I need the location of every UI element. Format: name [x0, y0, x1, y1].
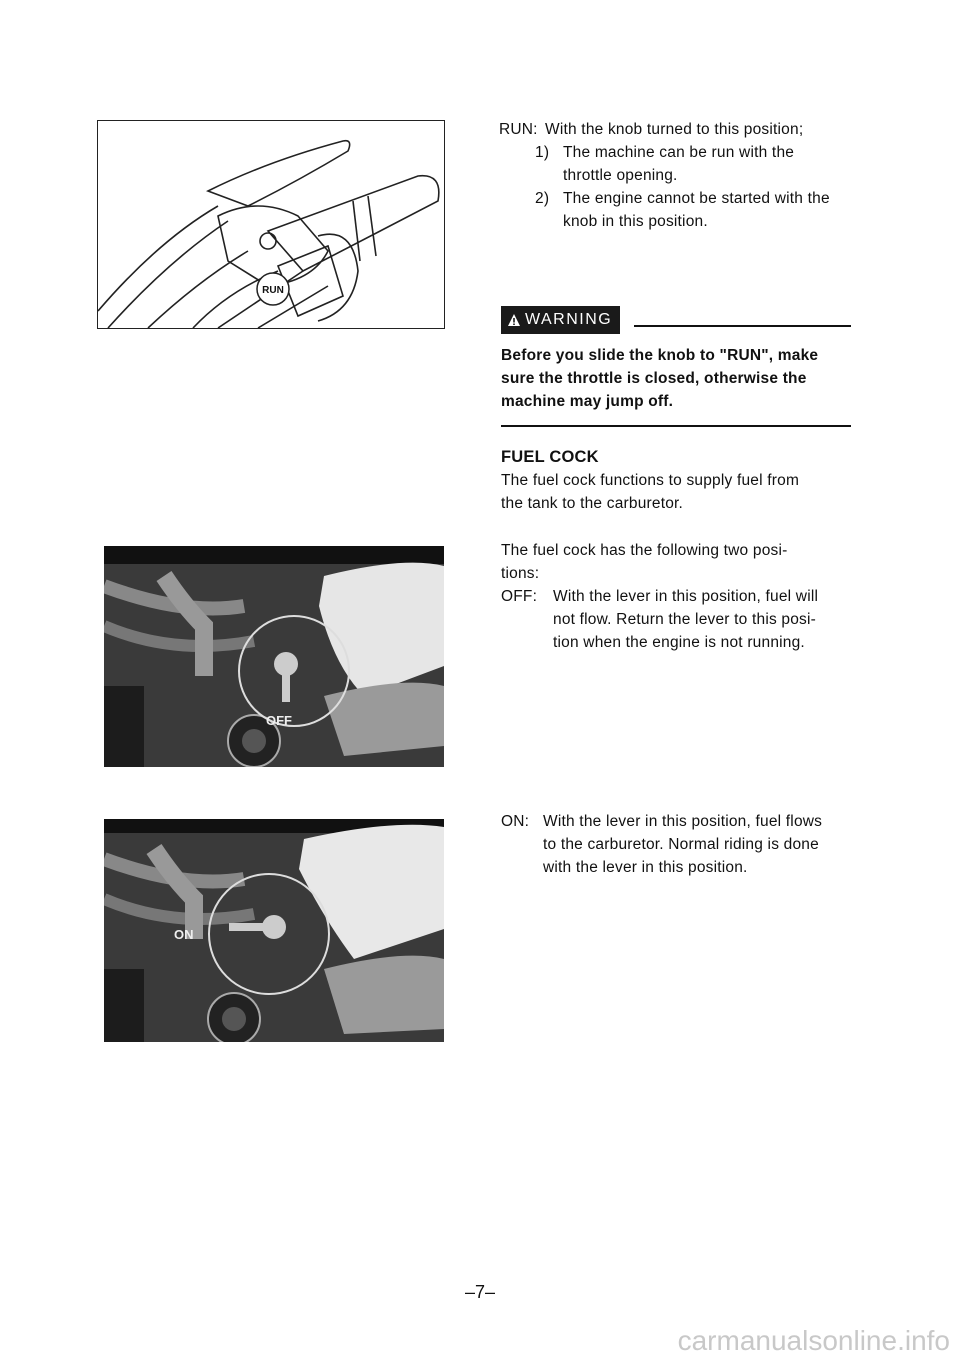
off-photo-label: OFF: [266, 713, 292, 728]
watermark: carmanualsonline.info: [677, 1325, 950, 1356]
fuel-cock-off-photo: [104, 546, 444, 767]
run-item-text: The machine can be run with the: [563, 144, 795, 161]
run-item-number: 1): [535, 144, 550, 161]
warning-rule-bottom: [501, 425, 851, 427]
fuel-cock-on-photo: [104, 819, 444, 1042]
off-text: tion when the engine is not running.: [553, 634, 805, 651]
handlebar-illustration: [97, 120, 445, 329]
run-item-number: 2): [535, 190, 550, 207]
on-text: to the carburetor. Normal riding is done: [543, 836, 819, 853]
warning-text-line: machine may jump off.: [501, 393, 674, 410]
warning-triangle-icon: [507, 313, 521, 327]
run-item: [535, 141, 869, 164]
page-number: –7–: [464, 1282, 496, 1302]
warning-block: [501, 306, 851, 427]
run-item-text: The engine cannot be started with the: [563, 190, 830, 207]
fuel-cock-positions: The fuel cock has the following two posi-: [501, 542, 788, 559]
run-intro: With the knob turned to this position;: [545, 121, 804, 138]
fuel-cock-section: [501, 446, 861, 654]
run-item: [535, 187, 869, 210]
fuel-cock-on-image: [104, 819, 444, 1042]
run-knob-label: [257, 273, 289, 305]
on-section: [501, 810, 861, 879]
warning-badge: [501, 306, 620, 334]
fuel-cock-off-image: [104, 546, 444, 767]
off-label: OFF:: [501, 588, 538, 605]
run-item-continuation: knob in this position.: [563, 213, 708, 230]
on-text: With the lever in this position, fuel flows: [543, 813, 823, 830]
warning-text-line: Before you slide the knob to "RUN", make: [501, 347, 819, 364]
warning-label: WARNING: [525, 311, 613, 328]
on-text: with the lever in this position.: [543, 859, 748, 876]
svg-text:RUN: RUN: [262, 285, 284, 296]
fuel-cock-desc: The fuel cock functions to supply fuel from: [501, 472, 800, 489]
fuel-cock-heading: FUEL COCK: [501, 448, 599, 466]
run-section: [499, 118, 869, 233]
run-item-continuation: throttle opening.: [563, 167, 678, 184]
warning-rule-top: [634, 325, 851, 327]
on-label: ON:: [501, 813, 530, 830]
off-text: With the lever in this position, fuel will: [553, 588, 819, 605]
run-label: RUN:: [499, 121, 538, 138]
on-photo-label: ON: [174, 927, 194, 942]
handlebar-drawing: [98, 121, 444, 328]
warning-text-line: sure the throttle is closed, otherwise the: [501, 370, 807, 387]
off-text: not flow. Return the lever to this posi-: [553, 611, 817, 628]
fuel-cock-desc: the tank to the carburetor.: [501, 495, 684, 512]
fuel-cock-positions: tions:: [501, 565, 540, 582]
